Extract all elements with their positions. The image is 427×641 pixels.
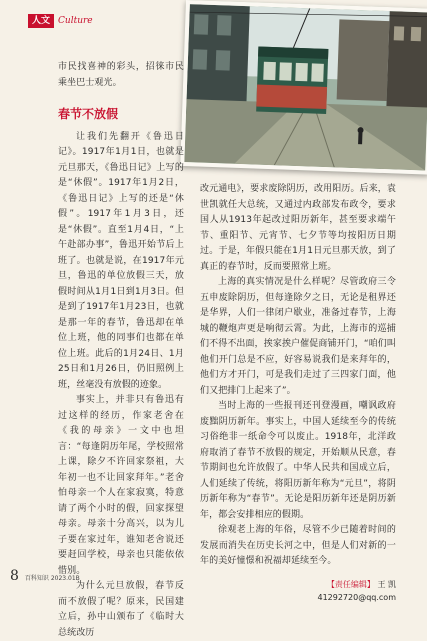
editor-email: 41292720@qq.com: [317, 592, 396, 602]
left-column: [58, 60, 184, 641]
editor-credit: [200, 578, 396, 604]
section-tag: 人文: [28, 14, 54, 28]
editor-label: 【责任编辑】: [326, 579, 375, 589]
body-paragraph: 徐观老上海的年俗，尽管不少已随着时间的发展而消失在历史长河之中，但是人们对新的一年的美好憧憬和祝福却延续至今。: [200, 525, 396, 566]
body-paragraph: 让我们先翻开《鲁迅日记》。1917年1月1日，也就是元旦那天，《鲁迅日记》上写的是“休假”。1917年1月2日，《鲁迅日记》上写的还是“休假”。1917年1月3日，还是“休假”。直至1月4日，“上午赴部办事”，鲁迅开始节后上班了。也就是说，在1917年元旦，鲁迅的单位放假三天，放假时间从1月1日到1月3日。但是到了1917年1月23日，也就是那一年的春节，鲁迅却在单位上班，他的同事们也都在单位上班。此后的1月24日、1月25日和1月26日，仍旧照例上班，丝毫没有放假的迹象。: [58, 131, 184, 390]
section-header: [28, 14, 93, 28]
tram-photo: [180, 0, 427, 175]
page-number: 8: [10, 568, 19, 584]
section-title: 春节不放假: [58, 107, 119, 121]
body-paragraph: 改元通电》，要求废除阴历，改用阳历。后来，袁世凯就任大总统，又通过内政部发布政令，要求国人从1913年起改过阳历新年，甚至要求端午节、重阳节、元宵节、七夕节等均按阳历日期过。于是，年假只能在1月1日元旦那天放，到了真正的春节时，反而要照常上班。: [200, 184, 396, 272]
body-paragraph: 上海的真实情况是什么样呢？尽管政府三令五申废除阴历，但每逢除夕之日，无论是租界还是华界，人们一律闭户歇业，准备过春节，上海城的鞭炮声更是响彻云霄。为此，上海市的巡捕们不得不出面，挨家挨户催促商铺开门，“咱们叫他们开门总是不应，好容易说我们是来拜年的，他们方才开门，可是我们走过了三四家门面，他们又把排门上起来了”。: [200, 277, 396, 396]
magazine-issue: 百科知识 2023.01B: [24, 575, 80, 582]
page-footer: [10, 568, 80, 584]
body-paragraph: 事实上，并非只有鲁迅有过这样的经历，作家老舍在《我的母亲》一文中也坦言：“每逢阴历年尾，学校照常上课，除夕不许回家祭祖，大年初一也不让回家拜年。”老舍怕母亲一个人在家寂寞，特意请了两个小时的假，回家探望母亲。母亲十分高兴，以为儿子要在家过年，谁知老舍说还要赶回学校，母亲也只能依依惜别。: [58, 395, 184, 576]
body-paragraph: 当时上海的一些报刊还刊登漫画，嘲讽政府废黜阴历新年。事实上，中国人延续至今的传统习俗绝非一纸命令可以废止。1918年，北洋政府取消了春节不放假的规定，开始顺从民意，春节期间也允许放假了。中华人民共和国成立后，人们延续了传统，将阳历新年称为“元旦”，将阴历新年称为“春节”。无论是阳历新年还是阴历新年，都会安排相应的假期。: [200, 401, 396, 520]
section-tag-english: Culture: [58, 16, 93, 26]
intro-paragraph: 市民找喜神的彩头，招徕市民乘坐巴士观光。: [58, 62, 184, 88]
editor-name: 王 凯: [377, 579, 396, 589]
street-scene-illustration: [184, 4, 427, 170]
right-column: [200, 182, 396, 604]
body-paragraph: 为什么元旦放假，春节反而不放假了呢？原来，民国建立后，孙中山颁布了《临时大总统改历: [58, 581, 184, 638]
